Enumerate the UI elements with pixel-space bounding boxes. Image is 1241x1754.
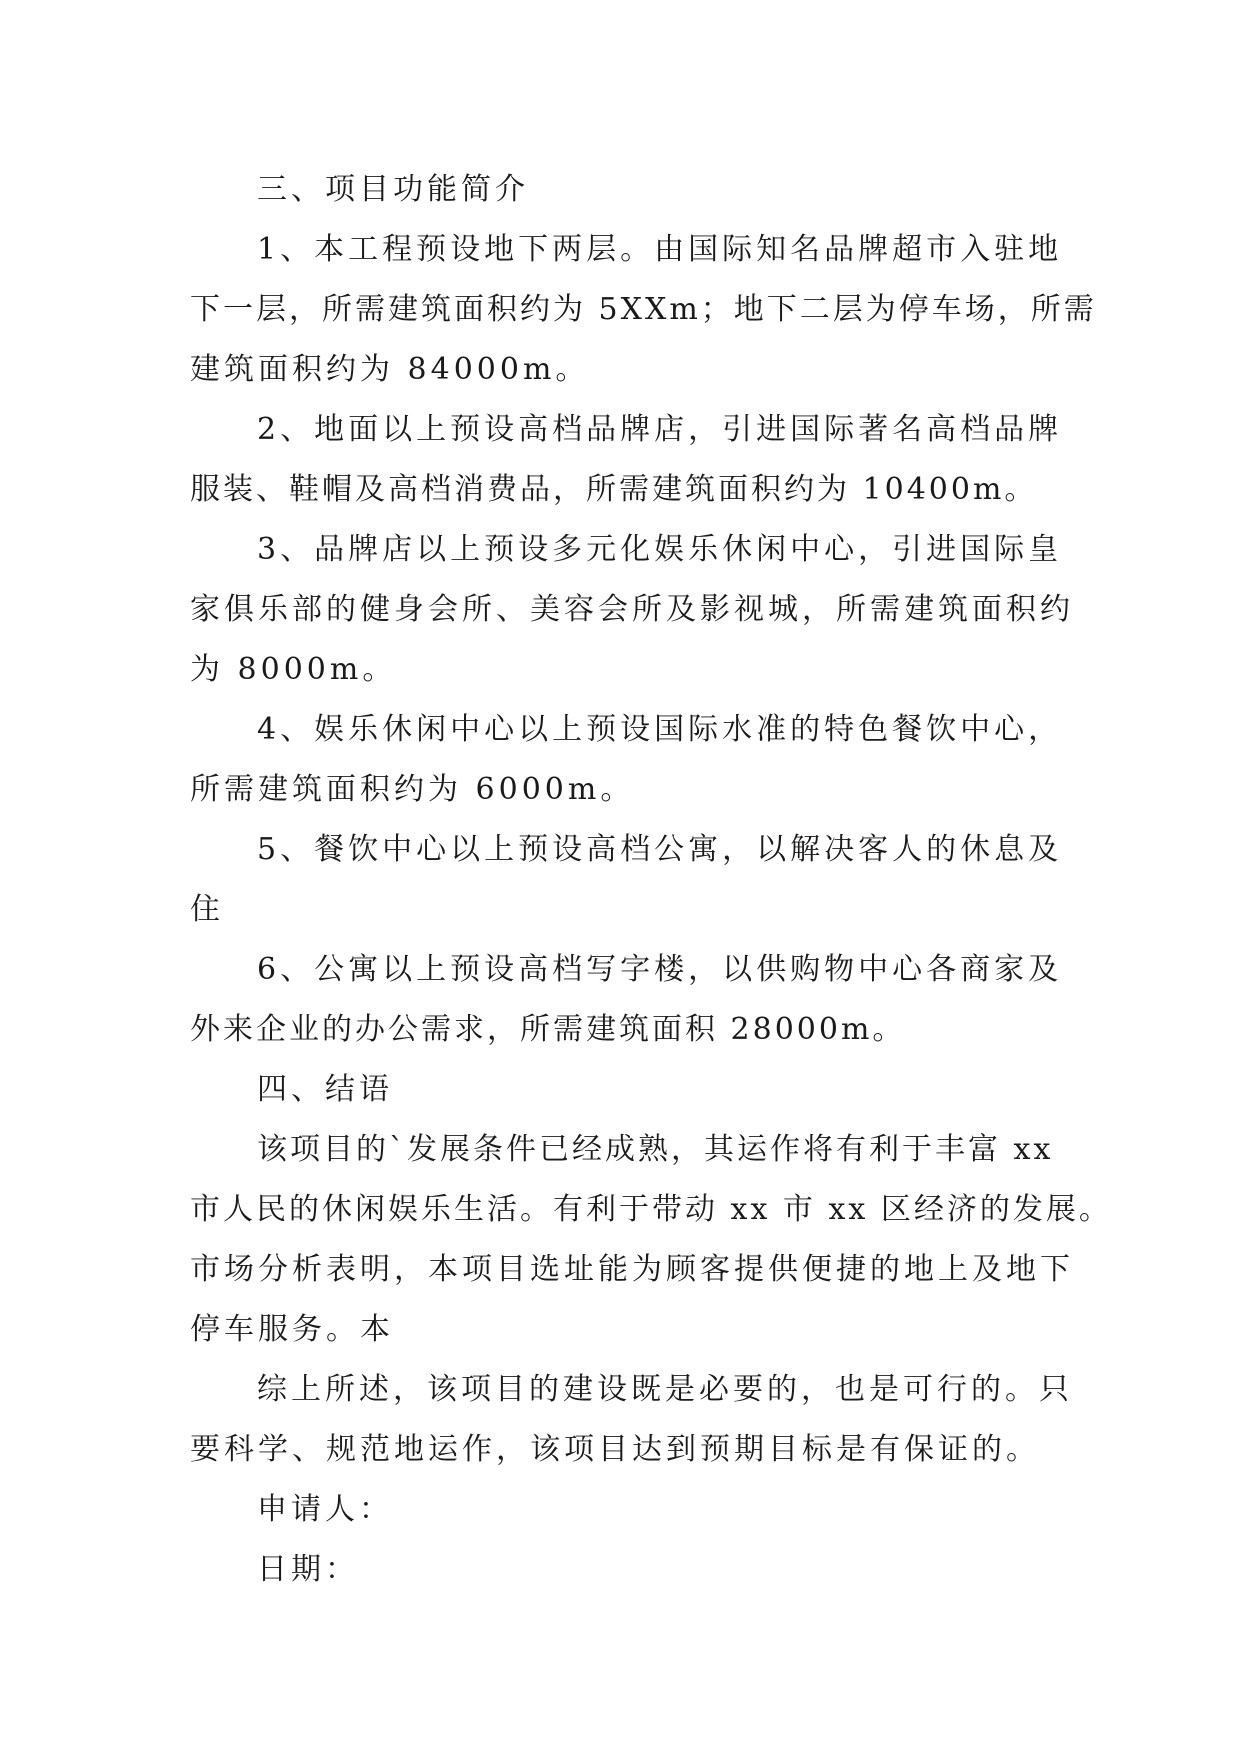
text-line: 下一层，所需建筑面积约为 5XXm；地下二层为停车场，所需	[190, 292, 1097, 327]
text-line: 4、娱乐休闲中心以上预设国际水准的特色餐饮中心，	[257, 712, 1063, 747]
section-heading-four	[190, 1060, 1060, 1120]
applicant-line	[190, 1480, 1060, 1540]
document-page	[190, 160, 1112, 1600]
text-line: 要科学、规范地运作，该项目达到预期目标是有保证的。	[190, 1432, 1040, 1467]
date-line	[190, 1540, 1060, 1600]
paragraph-conclusion-1	[190, 1120, 1112, 1360]
text-line: 家俱乐部的健身会所、美容会所及影视城，所需建筑面积约	[190, 592, 1074, 627]
heading-text: 三、项目功能简介	[257, 172, 529, 207]
text-line: 建筑面积约为 84000m。	[190, 352, 590, 387]
text-line: 住	[190, 892, 224, 927]
text-line: 市人民的休闲娱乐生活。有利于带动 xx 市 xx 区经济的发展。	[190, 1192, 1112, 1227]
paragraph-item-4	[190, 700, 1063, 820]
text-line: 5、餐饮中心以上预设高档公寓，以解决客人的休息及	[257, 832, 1063, 867]
text-line: 市场分析表明，本项目选址能为顾客提供便捷的地上及地下	[190, 1252, 1074, 1287]
paragraph-item-2	[190, 400, 1063, 520]
text-line: 6、公寓以上预设高档写字楼，以供购物中心各商家及	[257, 952, 1063, 987]
text-line: 1、本工程预设地下两层。由国际知名品牌超市入驻地	[257, 232, 1063, 267]
paragraph-conclusion-2	[190, 1360, 1073, 1480]
text-line: 停车服务。本	[190, 1312, 394, 1347]
paragraph-item-3	[190, 520, 1074, 700]
heading-text: 四、结语	[257, 1072, 393, 1107]
section-heading-three	[190, 160, 1060, 220]
text-line: 所需建筑面积约为 6000m。	[190, 772, 635, 807]
text-line: 服装、鞋帽及高档消费品，所需建筑面积约为 10400m。	[190, 472, 1038, 507]
paragraph-item-1	[190, 220, 1097, 400]
text-line: 外来企业的办公需求，所需建筑面积 28000m。	[190, 1012, 906, 1047]
text-line: 综上所述，该项目的建设既是必要的，也是可行的。只	[257, 1372, 1073, 1407]
text-line: 3、品牌店以上预设多元化娱乐休闲中心，引进国际皇	[257, 532, 1063, 567]
text-line: 该项目的`发展条件已经成熟，其运作将有利于丰富 xx	[257, 1132, 1054, 1167]
paragraph-item-5	[190, 820, 1063, 940]
text-line: 为 8000m。	[190, 652, 397, 687]
date-label: 日期：	[257, 1552, 359, 1587]
paragraph-item-6	[190, 940, 1063, 1060]
text-line: 2、地面以上预设高档品牌店，引进国际著名高档品牌	[257, 412, 1063, 447]
applicant-label: 申请人：	[257, 1492, 393, 1527]
